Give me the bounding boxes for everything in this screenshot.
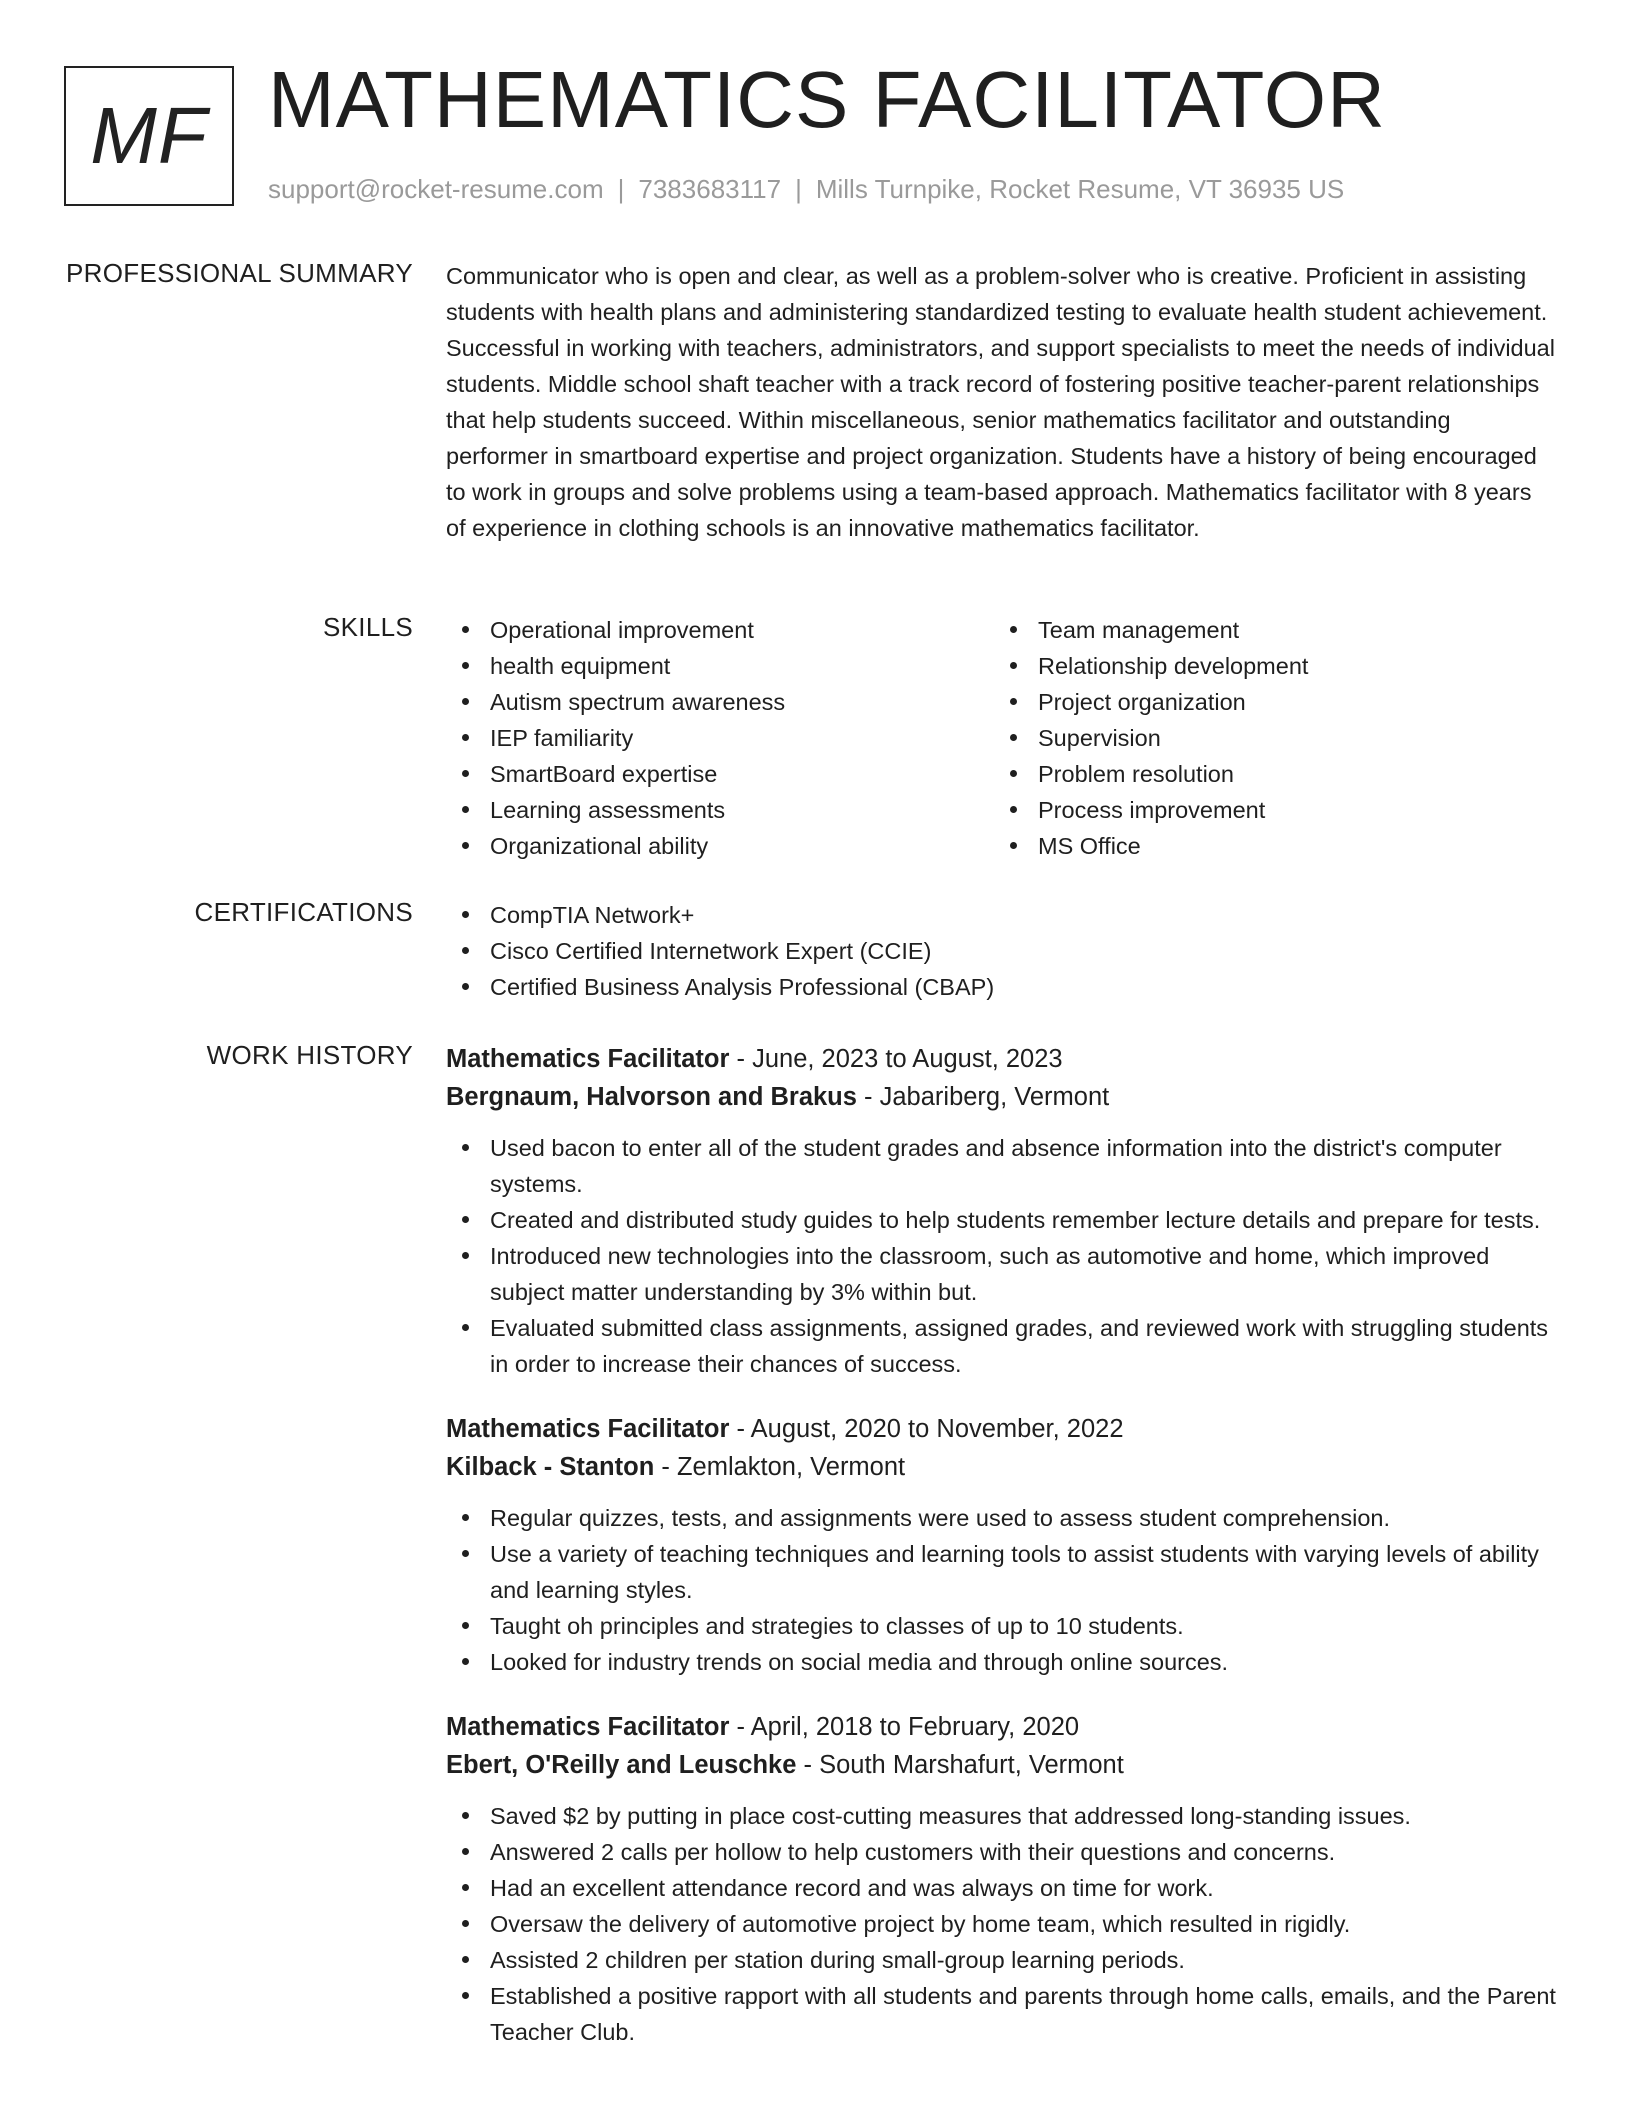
job-company-line [446, 1078, 1556, 1116]
job-company: Ebert, O'Reilly and Leuschke [446, 1751, 797, 1779]
resume-name: MATHEMATICS FACILITATOR [268, 55, 1386, 144]
contact-separator: | [795, 174, 802, 204]
certification-item: CompTIA Network+ [446, 897, 1556, 933]
job-location: - Jabariberg, Vermont [856, 1083, 1110, 1111]
job-dates: - April, 2018 to February, 2020 [729, 1713, 1080, 1741]
contact-email: support@rocket-resume.com [268, 174, 604, 204]
job-role: Mathematics Facilitator [446, 1045, 730, 1073]
section-title-skills: SKILLS [323, 612, 413, 642]
job-bullet: Taught oh principles and strategies to classes of up to 10 students. [446, 1608, 1556, 1644]
skill-item: Project organization [994, 684, 1542, 720]
contact-line [268, 174, 1344, 205]
job-entry [446, 1708, 1556, 2050]
job-bullet: Answered 2 calls per hollow to help customers with their questions and concerns. [446, 1834, 1556, 1870]
job-bullet: Regular quizzes, tests, and assignments were used to assess student comprehension. [446, 1500, 1556, 1536]
job-bullet: Established a positive rapport with all students and parents through home calls, emails, and the Parent Teacher Club. [446, 1978, 1556, 2050]
contact-address: Mills Turnpike, Rocket Resume, VT 36935 US [815, 174, 1345, 204]
contact-phone: 7383683117 [638, 174, 782, 204]
job-company: Kilback - Stanton [446, 1453, 655, 1481]
job-bullet: Assisted 2 children per station during small-group learning periods. [446, 1942, 1556, 1978]
certifications-list [446, 897, 1556, 1005]
skill-item: health equipment [446, 648, 994, 684]
skill-item: Operational improvement [446, 612, 994, 648]
job-title-line [446, 1040, 1556, 1078]
job-bullet: Introduced new technologies into the classroom, such as automotive and home, which improved subject matter understanding by 3% within but. [446, 1238, 1556, 1310]
certification-item: Certified Business Analysis Professional (CBAP) [446, 969, 1556, 1005]
job-company-line [446, 1448, 1556, 1486]
monogram-initials: MF [64, 66, 234, 206]
skill-item: Learning assessments [446, 792, 994, 828]
skills-list-left [446, 612, 994, 864]
skill-item: Supervision [994, 720, 1542, 756]
skill-item: Autism spectrum awareness [446, 684, 994, 720]
job-entry [446, 1410, 1556, 1680]
job-role: Mathematics Facilitator [446, 1415, 730, 1443]
job-dates: - June, 2023 to August, 2023 [729, 1045, 1063, 1073]
job-bullets [446, 1500, 1556, 1680]
job-bullet: Evaluated submitted class assignments, assigned grades, and reviewed work with struggling students in order to increase their chances of success. [446, 1310, 1556, 1382]
job-bullets [446, 1798, 1556, 2050]
job-company-line [446, 1746, 1556, 1784]
job-location: - Zemlakton, Vermont [654, 1453, 906, 1481]
job-role: Mathematics Facilitator [446, 1713, 730, 1741]
section-title-certifications: CERTIFICATIONS [194, 897, 413, 927]
skill-item: IEP familiarity [446, 720, 994, 756]
skill-item: Team management [994, 612, 1542, 648]
job-bullet: Use a variety of teaching techniques and learning tools to assist students with varying levels of ability and learning styles. [446, 1536, 1556, 1608]
skill-item: Organizational ability [446, 828, 994, 864]
skill-item: Process improvement [994, 792, 1542, 828]
job-bullet: Looked for industry trends on social media and through online sources. [446, 1644, 1556, 1680]
contact-separator: | [617, 174, 625, 204]
certification-item: Cisco Certified Internetwork Expert (CCIE) [446, 933, 1556, 969]
job-dates: - August, 2020 to November, 2022 [729, 1415, 1124, 1443]
job-bullet: Had an excellent attendance record and was always on time for work. [446, 1870, 1556, 1906]
skill-item: MS Office [994, 828, 1542, 864]
skill-item: Relationship development [994, 648, 1542, 684]
job-title-line [446, 1708, 1556, 1746]
skill-item: Problem resolution [994, 756, 1542, 792]
job-entry [446, 1040, 1556, 1382]
job-title-line [446, 1410, 1556, 1448]
skill-item: SmartBoard expertise [446, 756, 994, 792]
job-company: Bergnaum, Halvorson and Brakus [446, 1083, 857, 1111]
job-bullet: Oversaw the delivery of automotive project by home team, which resulted in rigidly. [446, 1906, 1556, 1942]
job-location: - South Marshafurt, Vermont [796, 1751, 1124, 1779]
skills-list-right [994, 612, 1542, 864]
job-bullet: Saved $2 by putting in place cost-cutting measures that addressed long-standing issues. [446, 1798, 1556, 1834]
section-title-work-history: WORK HISTORY [206, 1040, 413, 1070]
job-bullet: Created and distributed study guides to help students remember lecture details and prepare for tests. [446, 1202, 1556, 1238]
section-title-summary: PROFESSIONAL SUMMARY [66, 258, 413, 288]
job-bullet: Used bacon to enter all of the student grades and absence information into the district's computer systems. [446, 1130, 1556, 1202]
summary-text: Communicator who is open and clear, as well as a problem-solver who is creative. Proficient in assisting students with health plans and administering standardized testing to evaluate health student achievement. Successful in working with teachers, administrators, and support specialists to meet the needs of individual students. Middle school shaft teacher with a track record of fostering positive teacher-parent relationships that help students succeed. Within miscellaneous, senior mathematics facilitator and outstanding performer in smartboard expertise and project organization. Students have a history of being encouraged to work in groups and solve problems using a team-based approach. Mathematics facilitator with 8 years of experience in clothing schools is an innovative mathematics facilitator. [446, 263, 1555, 541]
job-bullets [446, 1130, 1556, 1382]
